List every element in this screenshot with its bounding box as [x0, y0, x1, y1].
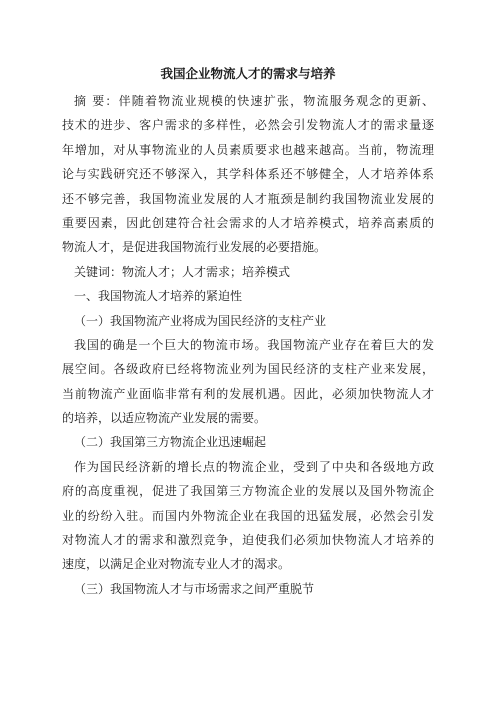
keywords-line: 关键词：物流人才；人才需求；培养模式 [74, 264, 291, 279]
paragraph-line: 我国的确是一个巨大的物流市场。我国物流产业存在着巨大的发 [74, 337, 434, 352]
document-body [62, 89, 434, 601]
paragraph-line: 展空间。各级政府已经将物流业列为国民经济的支柱产业来发展， [62, 362, 434, 377]
abstract-line: 年增加，对从事物流业的人员素质要求也越来越高。当前，物流理 [62, 142, 434, 157]
section-heading: 一、我国物流人才培养的紧迫性 [74, 289, 243, 304]
abstract-line: 重要因素，因此创建符合社会需求的人才培养模式，培养高素质的 [62, 215, 434, 230]
paragraph-line: 业的纷纷入驻。而国内外物流企业在我国的迅猛发展，必然会引发 [62, 508, 434, 523]
abstract-line: 还不够完善，我国物流业发展的人才瓶颈是制约我国物流业发展的 [62, 191, 434, 206]
subsection-heading: （一）我国物流产业将成为国民经济的支柱产业 [74, 313, 327, 328]
paragraph-line: 对物流人才的需求和激烈竞争，迫使我们必须加快物流人才培养的 [62, 533, 434, 548]
subsection-heading: （二）我国第三方物流企业迅速崛起 [74, 435, 267, 450]
paragraph-line: 速度，以满足企业对物流专业人才的渴求。 [62, 557, 291, 572]
subsection-heading: （三）我国物流人才与市场需求之间严重脱节 [74, 581, 315, 596]
abstract-line: 技术的进步、客户需求的多样性，必然会引发物流人才的需求量逐 [62, 118, 434, 133]
abstract-line: 论与实践研究还不够深入，其学科体系还不够健全，人才培养体系 [62, 167, 434, 182]
paragraph-line: 的培养，以适应物流产业发展的需要。 [62, 411, 267, 426]
paragraph-line: 作为国民经济新的增长点的物流企业，受到了中央和各级地方政 [74, 459, 434, 474]
paragraph-line: 当前物流产业面临非常有利的发展机遇。因此，必须加快物流人才 [62, 386, 434, 401]
abstract-line: 摘 要：伴随着物流业规模的快速扩张，物流服务观念的更新、 [74, 94, 434, 108]
abstract-line: 物流人才，是促进我国物流行业发展的必要措施。 [62, 240, 327, 255]
document-title: 我国企业物流人才的需求与培养 [160, 66, 336, 81]
paragraph-line: 府的高度重视，促进了我国第三方物流企业的发展以及国外物流企 [62, 484, 434, 499]
